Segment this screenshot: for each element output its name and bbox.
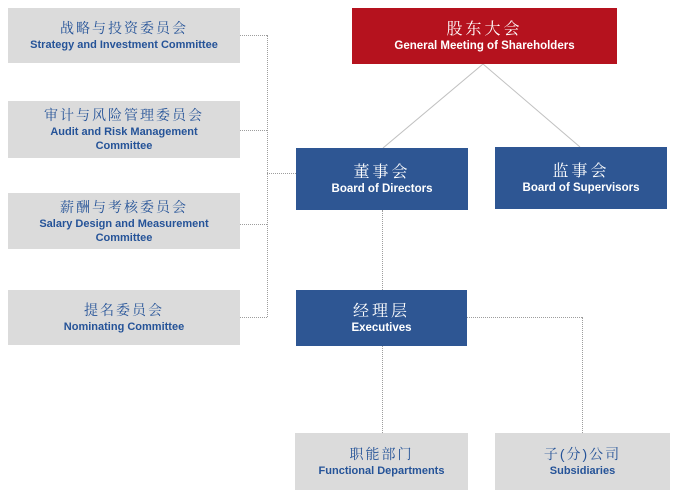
connector-directors-executives	[382, 210, 383, 290]
node-label-en: Board of Directors	[331, 182, 433, 195]
node-label-en: Nominating Committee	[63, 321, 185, 333]
node-audit-risk-committee	[8, 101, 240, 158]
node-label-zh: 经理层	[352, 302, 410, 320]
node-strategy-investment-committee	[8, 8, 240, 63]
node-label-zh: 审计与风险管理委员会	[44, 107, 204, 123]
node-functional-departments	[295, 433, 468, 490]
node-label-en: Functional Departments	[318, 465, 445, 477]
node-label-en: Executives	[351, 321, 412, 334]
node-label-zh: 董事会	[353, 163, 411, 181]
connector-executives-subsidiaries-h	[467, 317, 582, 318]
connector-shareholders-supervisors	[483, 64, 580, 147]
node-executives	[296, 290, 467, 346]
node-label-en: Subsidiaries	[549, 465, 616, 477]
node-nominating-committee	[8, 290, 240, 345]
connector-committee-1-stub	[240, 130, 267, 131]
node-label-zh: 股东大会	[446, 20, 523, 38]
connector-executives-subsidiaries-v	[582, 317, 583, 433]
node-label-zh: 子(分)公司	[543, 446, 622, 462]
node-board-of-supervisors	[495, 147, 667, 209]
node-general-meeting-of-shareholders	[352, 8, 617, 64]
connector-shareholders-directors	[383, 64, 483, 148]
connector-committee-2-stub	[240, 224, 267, 225]
connector-committee-3-stub	[240, 317, 267, 318]
connector-executives-departments	[382, 346, 383, 433]
connector-committee-0-stub	[240, 35, 267, 36]
node-label-zh: 战略与投资委员会	[60, 20, 188, 36]
node-label-zh: 监事会	[552, 162, 610, 180]
node-subsidiaries	[495, 433, 670, 490]
node-label-zh: 提名委员会	[84, 302, 164, 318]
node-label-en: Strategy and Investment Committee	[30, 39, 218, 51]
node-label-en: Board of Supervisors	[522, 181, 640, 194]
node-label-en: Salary Design and Measurement Committee	[39, 217, 209, 244]
node-board-of-directors	[296, 148, 468, 210]
node-label-zh: 职能部门	[349, 446, 414, 462]
node-label-zh: 薪酬与考核委员会	[60, 198, 188, 215]
node-label-en: General Meeting of Shareholders	[394, 39, 575, 52]
connector-committee-spine	[267, 35, 268, 317]
node-salary-committee	[8, 193, 240, 249]
connector-spine-directors	[267, 173, 296, 174]
node-label-en: Audit and Risk Management Committee	[50, 126, 198, 152]
